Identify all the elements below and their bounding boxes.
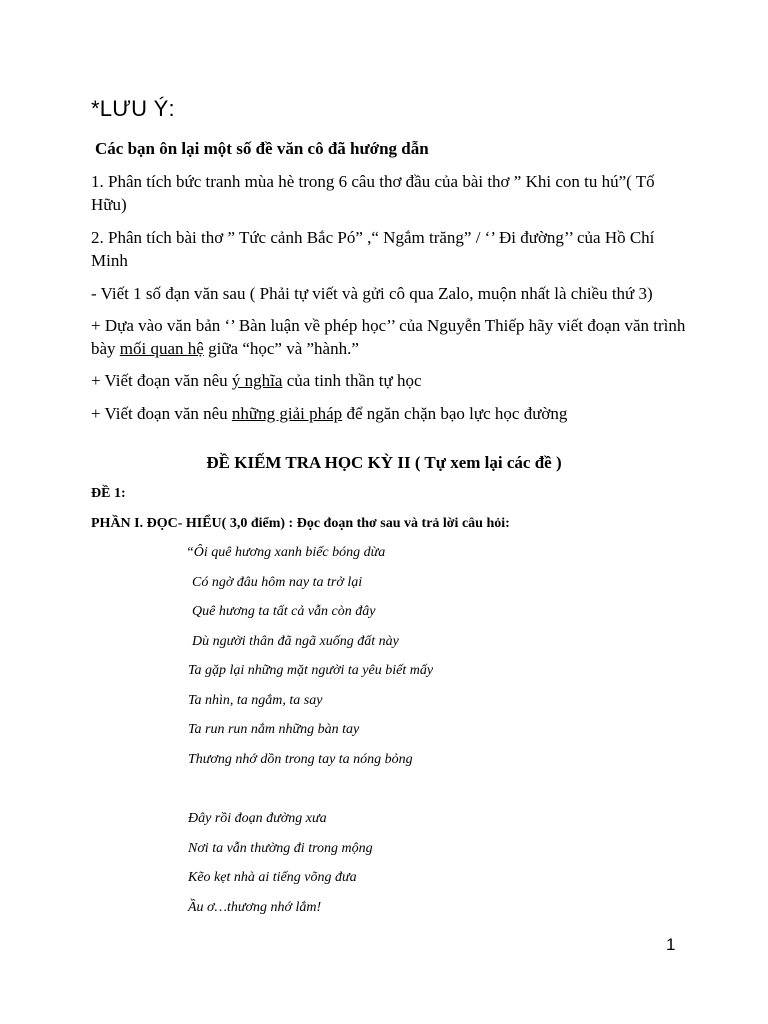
- task-item-5-underlined: ý nghĩa: [231, 371, 283, 390]
- task-item-4-text-end: giữa “học” và ”hành.”: [203, 339, 359, 358]
- poem-line: Kẽo kẹt nhà ai tiếng võng đưa: [188, 870, 357, 885]
- poem-line: Thương nhớ dồn trong tay ta nóng bỏng: [188, 752, 413, 767]
- task-item-4-underlined: mối quan hệ: [119, 339, 204, 358]
- task-item-6-text: + Viết đoạn văn nêu: [91, 404, 232, 423]
- task-item-5: [91, 369, 691, 392]
- note-heading: *LƯU Ý:: [91, 96, 175, 121]
- poem-line: Dù người thân đã ngã xuống đất này: [192, 634, 399, 649]
- poem-line: Nơi ta vẫn thường đi trong mộng: [188, 841, 373, 856]
- task-item-1: 1. Phân tích bức tranh mùa hè trong 6 câu thơ đầu của bài thơ ” Khi con tu hú”( Tố Hữu): [91, 172, 655, 214]
- poem-line: Đây rồi đoạn đường xưa: [188, 811, 327, 826]
- task-item-3: - Viết 1 số đạn văn sau ( Phải tự viết và gửi cô qua Zalo, muộn nhất là chiều thứ 3): [91, 284, 653, 303]
- exam-number: ĐỀ 1:: [91, 486, 126, 501]
- part-one-heading: PHẦN I. ĐỌC- HIỂU( 3,0 điểm) : Đọc đoạn thơ sau và trả lời câu hỏi:: [91, 516, 510, 531]
- task-item-5-text: + Viết đoạn văn nêu: [91, 371, 232, 390]
- poem-line: Quê hương ta tất cả vẫn còn đây: [192, 604, 376, 619]
- poem-line: Ta nhìn, ta ngắm, ta say: [188, 693, 323, 708]
- task-item-2: 2. Phân tích bài thơ ” Tức cảnh Bắc Pó” ,“ Ngắm trăng” / ‘’ Đi đường’’ của Hồ Chí Minh: [91, 228, 655, 270]
- task-item-6: [91, 402, 691, 425]
- task-item-6-text-end: để ngăn chặn bạo lực học đường: [342, 404, 568, 423]
- poem-line: Ầu ơ…thương nhớ lắm!: [188, 900, 322, 915]
- task-item-5-text-end: của tinh thần tự học: [282, 371, 422, 390]
- poem-line: Có ngờ đâu hôm nay ta trở lại: [192, 575, 363, 590]
- poem-line: Ta run run nắm những bàn tay: [188, 722, 360, 737]
- page-number: 1: [666, 935, 676, 954]
- task-item-4: [91, 314, 691, 360]
- poem-line: Ta gặp lại những mặt người ta yêu biết mấy: [188, 663, 434, 678]
- intro-line: Các bạn ôn lại một số đề văn cô đã hướng dẫn: [95, 139, 429, 158]
- task-item-6-underlined: những giải pháp: [231, 404, 343, 423]
- poem-line: “Ôi quê hương xanh biếc bóng dừa: [186, 545, 386, 560]
- task-item-4-text: + Dựa vào văn bản ‘’ Bàn luận về phép học’’ của Nguyễn Thiếp hãy viết đoạn văn trình bày: [91, 316, 686, 358]
- exam-title: ĐỀ KIẾM TRA HỌC KỲ II ( Tự xem lại các đề ): [206, 453, 562, 472]
